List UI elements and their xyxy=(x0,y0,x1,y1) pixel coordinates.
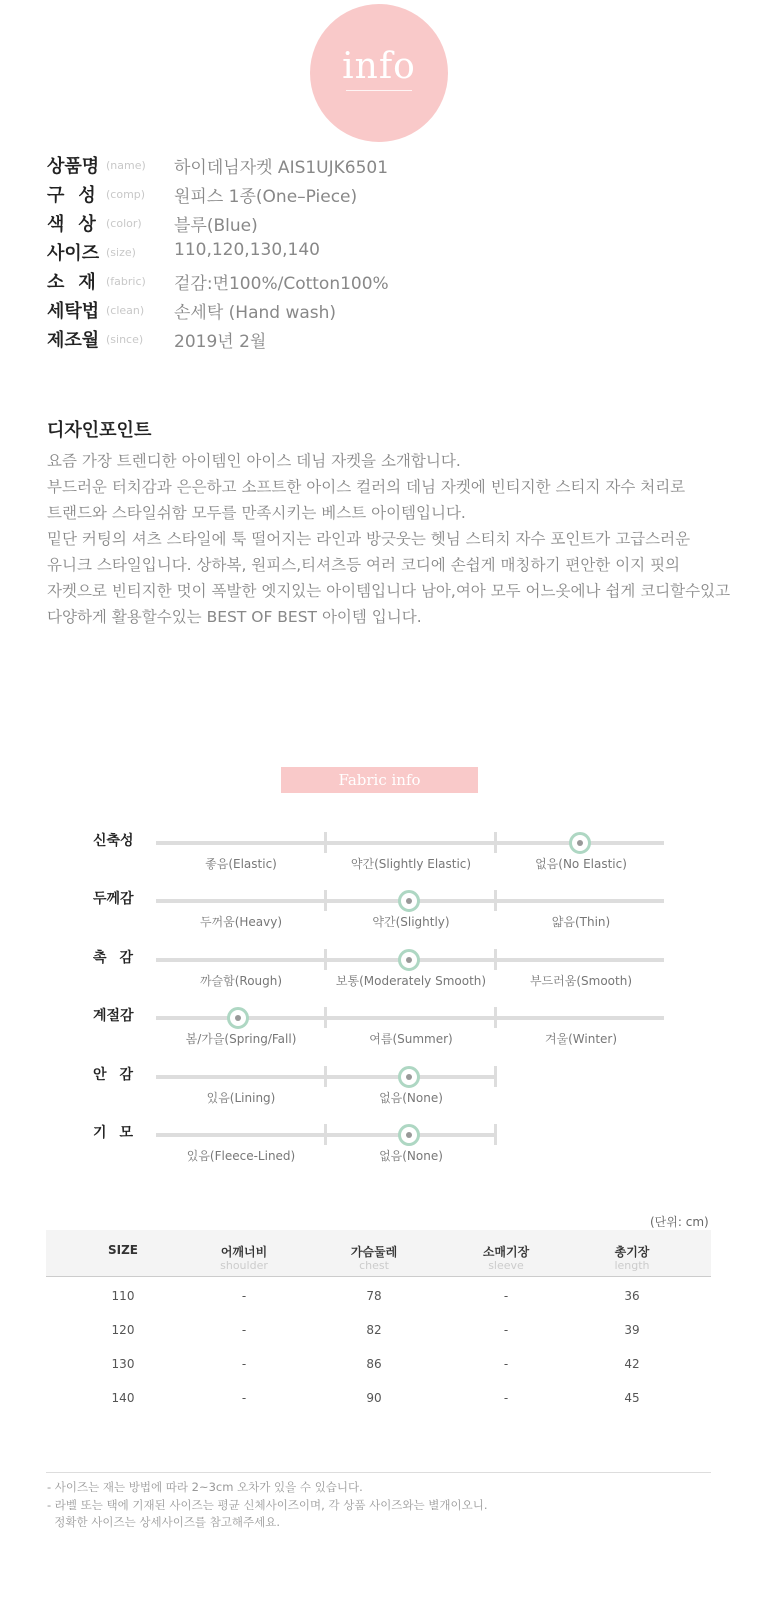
fabric-row xyxy=(0,888,780,946)
design-point-line: 자켓으로 빈티지한 멋이 폭발한 엣지있는 아이템입니다 남아,여아 모두 어느옷에나 쉽게 코디할수있고 xyxy=(47,582,731,600)
fabric-row xyxy=(0,947,780,1005)
info-underline xyxy=(346,90,412,91)
note-line: 정확한 사이즈는 상세사이즈를 참고해주세요. xyxy=(47,1515,281,1529)
spec-value: 겉감:면100%/Cotton100% xyxy=(174,274,389,294)
info-badge xyxy=(310,4,448,142)
info-title: info xyxy=(342,46,416,87)
unit-label: (단위: cm) xyxy=(650,1215,709,1229)
design-point-line: 요즘 가장 트렌디한 아이템인 아이스 데님 자켓을 소개합니다. xyxy=(47,452,461,470)
fabric-option-label: 약간(Slightly Elastic) xyxy=(350,857,472,871)
fabric-track-tick xyxy=(324,1007,327,1028)
table-cell: - xyxy=(503,1391,509,1405)
header-label-en: chest xyxy=(359,1259,389,1272)
fabric-option-label: 두꺼움(Heavy) xyxy=(199,915,283,930)
size-table-header xyxy=(46,1230,711,1277)
size-notes xyxy=(47,1479,487,1532)
spec-label: 구성 xyxy=(47,185,110,206)
fabric-info-rows xyxy=(0,830,780,1170)
table-cell: 120 xyxy=(111,1323,135,1337)
fabric-row xyxy=(0,1122,780,1180)
spec-label: 제조월 xyxy=(47,330,100,351)
table-cell: - xyxy=(241,1391,247,1405)
spec-label-en: (since) xyxy=(106,333,144,346)
spec-value: 블루(Blue) xyxy=(174,216,258,236)
notes-divider xyxy=(46,1472,711,1473)
table-cell: - xyxy=(241,1323,247,1337)
design-point-line: 다양하게 활용할수있는 BEST OF BEST 아이템 입니다. xyxy=(47,608,422,626)
fabric-row-label: 촉감 xyxy=(93,949,147,966)
fabric-option-label: 봄/가을(Spring/Fall) xyxy=(185,1032,297,1047)
spec-value: 2019년 2월 xyxy=(174,332,267,352)
table-cell: 130 xyxy=(111,1357,135,1371)
spec-value: 110,120,130,140 xyxy=(174,240,321,260)
spec-label-en: (fabric) xyxy=(106,275,146,288)
fabric-option-label: 얇음(Thin) xyxy=(551,915,611,930)
fabric-option-label: 여름(Summer) xyxy=(369,1032,453,1047)
note-line: - 라벨 또는 택에 기재된 사이즈는 평균 신체사이즈이며, 각 상품 사이즈와는 별개이오니. xyxy=(47,1497,488,1512)
fabric-track-tick xyxy=(494,890,497,911)
fabric-option-label: 좋음(Elastic) xyxy=(205,857,277,871)
fabric-track-tick xyxy=(494,949,497,970)
design-point-title: 디자인포인트 xyxy=(47,420,152,441)
table-row xyxy=(46,1345,711,1379)
spec-value: 하이데님자켓 AIS1UJK6501 xyxy=(174,158,389,178)
table-cell: - xyxy=(241,1289,247,1303)
spec-label: 소재 xyxy=(47,272,110,293)
design-point-line: 부드러운 터치감과 은은하고 소프트한 아이스 컬러의 데님 자켓에 빈티지한 스티지 자수 처리로 xyxy=(47,478,686,496)
fabric-track-tick xyxy=(324,832,327,853)
fabric-info-banner: Fabric info xyxy=(281,767,478,793)
spec-label-en: (comp) xyxy=(106,188,146,201)
spec-label-en: (color) xyxy=(106,217,142,230)
fabric-option-label: 없음(None) xyxy=(379,1149,443,1163)
spec-label: 상품명 xyxy=(47,156,100,177)
table-cell: 78 xyxy=(366,1289,382,1303)
header-label-en: length xyxy=(614,1259,650,1272)
table-cell: 90 xyxy=(366,1391,382,1405)
fabric-option-label: 부드러움(Smooth) xyxy=(529,973,633,988)
fabric-selected-marker xyxy=(227,1007,249,1029)
fabric-option-label: 보통(Moderately Smooth) xyxy=(335,973,487,988)
table-row xyxy=(46,1277,711,1311)
fabric-option-label: 있음(Fleece-Lined) xyxy=(186,1149,296,1163)
spec-value: 원피스 1종(One–Piece) xyxy=(174,187,358,207)
fabric-selected-marker xyxy=(398,1066,420,1088)
fabric-option-label: 까슬함(Rough) xyxy=(199,973,283,988)
table-cell: 110 xyxy=(111,1289,135,1303)
spec-label: 세탁법 xyxy=(47,301,100,322)
table-cell: 82 xyxy=(366,1323,382,1337)
header-label: 총기장 xyxy=(614,1245,650,1259)
fabric-track-tick xyxy=(494,1066,497,1087)
fabric-selected-marker xyxy=(398,890,420,912)
fabric-track-tick xyxy=(494,1007,497,1028)
table-cell: - xyxy=(503,1357,509,1371)
fabric-option-label: 없음(No Elastic) xyxy=(535,857,627,871)
fabric-row xyxy=(0,830,780,888)
fabric-row-label: 계절감 xyxy=(93,1008,134,1025)
header-size xyxy=(68,1243,178,1257)
table-cell: 36 xyxy=(624,1289,640,1303)
spec-label: 색상 xyxy=(47,214,110,235)
header-length xyxy=(577,1243,687,1272)
fabric-row xyxy=(0,1005,780,1063)
table-cell: 42 xyxy=(624,1357,640,1371)
fabric-selected-marker xyxy=(398,1124,420,1146)
table-cell: - xyxy=(241,1357,247,1371)
fabric-selected-marker xyxy=(569,832,591,854)
spec-label-en: (size) xyxy=(106,246,136,259)
header-label: 어깨너비 xyxy=(220,1245,268,1259)
fabric-row-label: 신축성 xyxy=(93,833,134,849)
table-cell: 140 xyxy=(111,1391,135,1405)
header-shoulder xyxy=(189,1243,299,1272)
header-label: 가슴둘레 xyxy=(350,1245,398,1259)
spec-label-en: (name) xyxy=(106,159,146,172)
header-label-en: sleeve xyxy=(488,1259,524,1272)
note-line: - 사이즈는 재는 방법에 따라 2~3cm 오차가 있을 수 있습니다. xyxy=(47,1480,363,1494)
fabric-option-label: 겨울(Winter) xyxy=(544,1032,618,1047)
fabric-selected-marker xyxy=(398,949,420,971)
fabric-track-tick xyxy=(324,949,327,970)
size-table xyxy=(46,1230,711,1413)
table-cell: 39 xyxy=(624,1323,640,1337)
fabric-option-label: 약간(Slightly) xyxy=(372,915,450,930)
fabric-track-tick xyxy=(324,1066,327,1087)
design-point-line: 밑단 커팅의 셔츠 스타일에 툭 떨어지는 라인과 방긋웃는 헷님 스티치 자수 포인트가 고급스러운 xyxy=(47,530,691,548)
table-cell: 86 xyxy=(366,1357,382,1371)
fabric-row-label: 두께감 xyxy=(93,891,134,908)
fabric-row-label: 안감 xyxy=(93,1066,147,1083)
table-cell: - xyxy=(503,1323,509,1337)
fabric-option-label: 없음(None) xyxy=(379,1090,443,1105)
header-label: SIZE xyxy=(107,1243,138,1257)
design-point-text xyxy=(47,448,747,630)
table-cell: 45 xyxy=(624,1391,640,1405)
header-chest xyxy=(319,1243,429,1272)
fabric-track-tick xyxy=(324,1124,327,1145)
design-point-line: 트랜드와 스타일쉬함 모두를 만족시키는 베스트 아이템입니다. xyxy=(47,504,466,522)
fabric-row-label: 기모 xyxy=(93,1125,147,1141)
header-label: 소매기장 xyxy=(482,1245,530,1259)
fabric-track-tick xyxy=(324,890,327,911)
header-sleeve xyxy=(451,1243,561,1272)
spec-value: 손세탁 (Hand wash) xyxy=(174,303,337,323)
spec-label-en: (clean) xyxy=(106,304,145,317)
spec-label: 사이즈 xyxy=(47,243,100,264)
header-label-en: shoulder xyxy=(220,1259,268,1272)
fabric-track-tick xyxy=(494,1124,497,1145)
table-row xyxy=(46,1379,711,1413)
fabric-option-label: 있음(Lining) xyxy=(206,1090,276,1105)
table-cell: - xyxy=(503,1289,509,1303)
fabric-track-tick xyxy=(494,832,497,853)
design-point-line: 유니크 스타일입니다. 상하복, 원피스,티셔츠등 여러 코디에 손쉽게 매칭하기 편안한 이지 핏의 xyxy=(47,556,681,574)
table-row xyxy=(46,1311,711,1345)
fabric-row xyxy=(0,1064,780,1122)
